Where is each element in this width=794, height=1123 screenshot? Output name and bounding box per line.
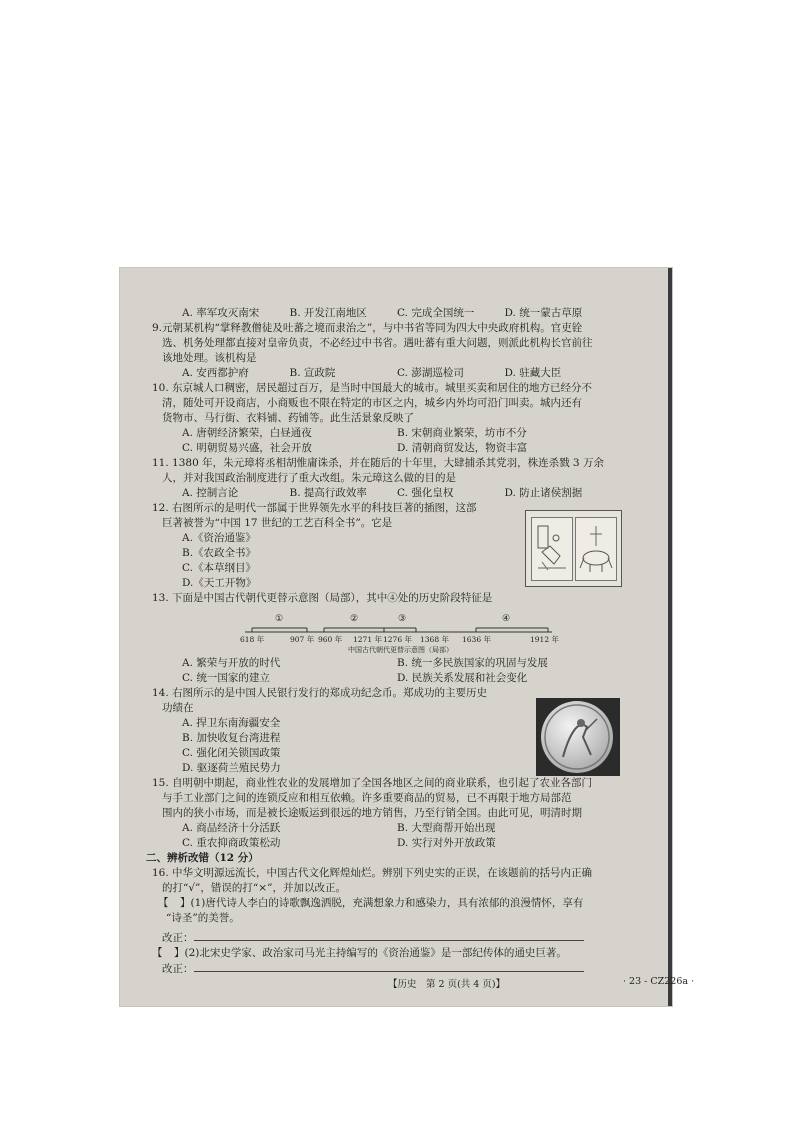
q9-option-c: C. 澎湖巡检司	[397, 367, 464, 379]
section-heading: 二、辨析改错（12 分）	[146, 852, 259, 864]
q13-line: 13. 下面是中国古代朝代更替示意图（局部），其中④处的历史阶段特征是	[152, 592, 493, 604]
q16-item-2	[152, 946, 612, 961]
q9-option-a: A. 安西都护府	[182, 367, 249, 379]
q15-line: 15. 自明朝中期起，商业性农业的发展增加了全国各地区之间的商业联系，也引起了农业各部门	[152, 777, 593, 789]
q15-line: 与手工业部门之间的连锁反应和相互依赖。许多重要商品的贸易，已不再限于地方局部范	[162, 792, 572, 804]
timeline-caption: 中国古代朝代更替示意图（局部）	[348, 646, 453, 654]
q12-option-b: B.《农政全书》	[182, 547, 257, 559]
question-15	[152, 776, 612, 851]
question-10	[152, 381, 612, 456]
q8-option-a: A. 率军攻灭南宋	[182, 307, 260, 319]
q15-option-c: C. 重农抑商政策松动	[182, 837, 281, 849]
footer-page-number: 【历史 第 2 页(共 4 页)】	[388, 979, 506, 990]
q10-option-c: C. 明朝贸易兴盛，社会开放	[182, 442, 312, 454]
book-illustration-image	[525, 510, 622, 587]
q11-options	[172, 486, 612, 501]
q12-option-c: C.《本草纲目》	[182, 562, 256, 574]
q15-line: 围内的狭小市场，而是被长途贩运到很远的地方销售，乃至行销全国。由此可见，明清时期	[162, 807, 582, 819]
q16-line: 的打“√”，错误的打“×”，并加以改正。	[162, 882, 346, 894]
question-11	[152, 456, 612, 501]
q9-line: 选、机务处理都直接对皇帝负责，不必经过中书省。遇吐蕃有重大问题，则派此机构长官前往	[162, 337, 593, 349]
q11-option-a: A. 控制言论	[182, 487, 239, 499]
q14-line: 功绩在	[162, 702, 194, 714]
q10-line: 10. 东京城人口稠密，居民超过百万，是当时中国最大的城市。城里买卖和居住的地方已经分不	[152, 382, 593, 394]
timeline-mark: ②	[350, 614, 359, 624]
q13-option-b: B. 统一多民族国家的巩固与发展	[397, 657, 548, 669]
fix-label: 改正：	[162, 932, 194, 944]
q8-option-b: B. 开发江南地区	[289, 307, 367, 319]
fix-answer-line[interactable]	[194, 961, 584, 972]
commemorative-coin-image	[536, 698, 620, 776]
timeline-mark: ④	[502, 614, 511, 624]
footer-code: · 23 - CZ226a ·	[623, 976, 695, 987]
q15-option-a: A. 商品经济十分活跃	[182, 822, 281, 834]
q14-line: 14. 右图所示的是中国人民银行发行的郑成功纪念币。郑成功的主要历史	[152, 687, 488, 699]
illustration-page-right	[575, 517, 617, 581]
q11-line: 11. 1380 年，朱元璋将丞相胡惟庸诛杀，并在随后的十年里，大肆捕杀其党羽，株连杀戮 3 万余	[152, 457, 604, 469]
q11-option-d: D. 防止诸侯割据	[504, 487, 583, 499]
fix-line-2	[162, 961, 612, 977]
q9-line: 9.元朝某机构“掌释教僧徒及吐蕃之境而隶治之”，与中书省等同为四大中央政府机构。官吏铨	[152, 322, 583, 334]
q11-option-b: B. 提高行政效率	[289, 487, 367, 499]
q8-options	[172, 306, 612, 321]
fix-answer-line[interactable]	[194, 930, 584, 941]
q9-line: 该地处理。该机构是	[162, 352, 257, 364]
question-16	[152, 866, 612, 977]
q15-option-d: D. 实行对外开放政策	[397, 837, 496, 849]
q15-options	[172, 836, 612, 851]
q13-options	[172, 671, 612, 686]
q16-line: 16. 中华文明源远流长，中国古代文化辉煌灿烂。辨别下列史实的正误，在该题前的括号内正确	[152, 867, 593, 879]
answer-bracket[interactable]: 【	[152, 947, 163, 959]
q12-option-a: A.《资治通鉴》	[182, 532, 256, 544]
page-edge-shadow	[668, 268, 672, 1006]
timeline-mark: ①	[275, 614, 284, 624]
q10-options	[172, 441, 612, 456]
q12-line: 12. 右图所示的是明代一部属于世界领先水平的科技巨著的插图，这部	[152, 502, 477, 514]
q12-line: 巨著被誉为“中国 17 世纪的工艺百科全书”。它是	[162, 517, 393, 529]
q16-item-2-text: 】(2)北宋史学家、政治家司马光主持编写的《资治通鉴》是一部纪传体的通史巨著。	[174, 947, 567, 959]
q13-options	[172, 656, 612, 671]
q14-option-b: B. 加快收复台湾进程	[182, 732, 281, 744]
q16-item-1-cont: “诗圣”的美誉。	[166, 912, 240, 924]
q9-option-b: B. 宣政院	[289, 367, 336, 379]
timeline-year: 1271 年	[353, 635, 382, 644]
q12-option-d: D.《天工开物》	[182, 577, 257, 589]
fix-line-1	[162, 930, 612, 946]
q14-option-d: D. 驱逐荷兰殖民势力	[182, 762, 281, 774]
timeline-year: 618 年	[240, 635, 265, 644]
coin-disc	[541, 701, 613, 773]
q13-option-a: A. 繁荣与开放的时代	[182, 657, 281, 669]
q11-line: 人，并对我国政治制度进行了重大改组。朱元璋这么做的目的是	[162, 472, 456, 484]
timeline-year: 907 年	[290, 635, 315, 644]
q10-option-a: A. 唐朝经济繁荣，白昼通夜	[182, 427, 312, 439]
q14-option-a: A. 捍卫东南海疆安全	[182, 717, 281, 729]
fix-label: 改正：	[162, 963, 194, 975]
q9-option-d: D. 驻藏大臣	[504, 367, 562, 379]
q13-option-c: C. 统一国家的建立	[182, 672, 270, 684]
q15-option-b: B. 大型商帮开始出现	[397, 822, 496, 834]
q13-option-d: D. 民族关系发展和社会变化	[397, 672, 528, 684]
timeline-year: 1912 年	[530, 635, 559, 644]
q15-options	[172, 821, 612, 836]
illustration-page-left	[531, 517, 573, 581]
timeline-year: 1636 年	[462, 635, 491, 644]
q14-option-c: C. 强化闭关锁国政策	[182, 747, 281, 759]
timeline-year: 960 年	[318, 635, 343, 644]
q8-option-c: C. 完成全国统一	[397, 307, 475, 319]
q10-line: 清，随处可开设商店，小商贩也不限在特定的市区之内，城乡内外均可沿门叫卖。城内还有	[162, 397, 582, 409]
q10-options	[172, 426, 612, 441]
timeline-mark: ③	[398, 614, 407, 624]
q16-item-1	[158, 896, 612, 911]
q8-option-d: D. 统一蒙古草原	[504, 307, 583, 319]
timeline-year: 1368 年	[420, 635, 449, 644]
question-9	[152, 321, 612, 381]
timeline-year: 1276 年	[383, 635, 412, 644]
q11-option-c: C. 强化皇权	[397, 487, 454, 499]
q10-line: 货物市、马行街、衣料铺、药铺等。此生活景象反映了	[162, 412, 414, 424]
q9-options	[172, 366, 612, 381]
dynasty-timeline	[240, 612, 560, 656]
q16-item-1-text: 】(1)唐代诗人李白的诗歌飘逸洒脱，充满想象力和感染力，具有浓郁的浪漫情怀，享有	[180, 897, 584, 909]
q10-option-d: D. 清朝商贸发达，物资丰富	[397, 442, 528, 454]
q10-option-b: B. 宋朝商业繁荣，坊市不分	[397, 427, 527, 439]
answer-bracket[interactable]: 【	[158, 897, 169, 909]
